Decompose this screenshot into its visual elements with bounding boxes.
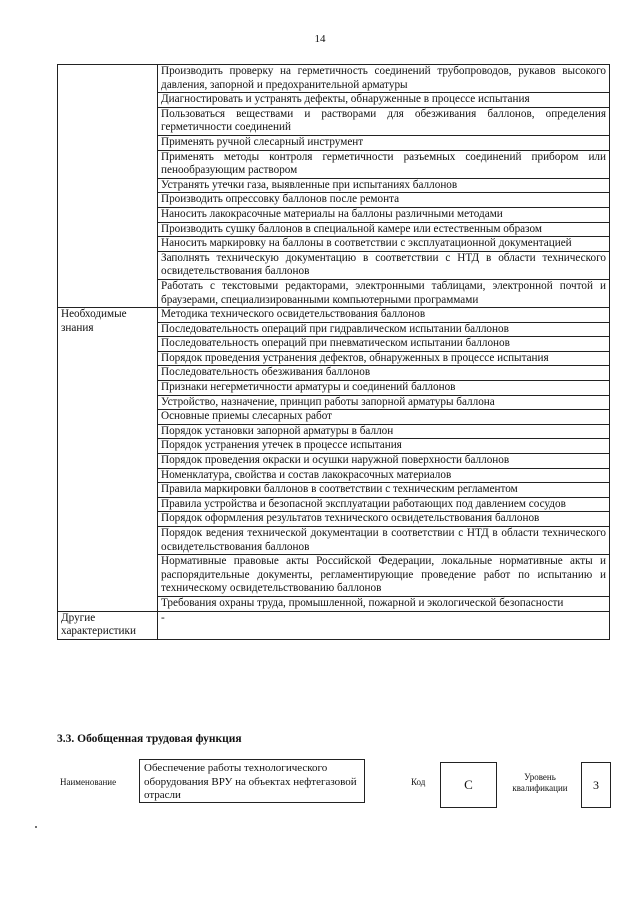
table-cell: Наносить маркировку на баллоны в соответствии с эксплуатационной документацией [158,237,610,252]
table-cell: Устройство, назначение, принцип работы запорной арматуры баллона [158,395,610,410]
table-cell: Диагностировать и устранять дефекты, обнаруженные в процессе испытания [158,93,610,108]
table-cell: Наносить лакокрасочные материалы на баллоны различными методами [158,207,610,222]
table-cell: Применять ручной слесарный инструмент [158,135,610,150]
function-name-box: Обеспечение работы технологического оборудования ВРУ на объектах нефтегазовой отрасли [139,759,365,803]
table-cell: Порядок устранения утечек в процессе испытания [158,439,610,454]
level-label: Уровень квалификации [512,772,568,793]
knowledge-label-cell: Необходимые знания [58,308,158,611]
table-cell: Требования охраны труда, промышленной, пожарной и экологической безопасности [158,596,610,611]
level-box: 3 [581,762,611,808]
labor-function-table [57,64,610,640]
table-cell: Порядок проведения устранения дефектов, обнаруженных в процессе испытания [158,351,610,366]
table-cell: Пользоваться веществами и растворами для обезживания баллонов, определения герметичности соединений [158,107,610,135]
table-cell: Последовательность операций при пневматическом испытании баллонов [158,337,610,352]
table-cell: - [158,611,610,639]
table-cell: Правила маркировки баллонов в соответствии с техническим регламентом [158,483,610,498]
table-cell: Последовательность операций при гидравлическом испытании баллонов [158,322,610,337]
table-cell: Последовательность обезживания баллонов [158,366,610,381]
table-cell: Порядок оформления результатов технического освидетельствования баллонов [158,512,610,527]
skill-row [58,65,610,93]
table-cell: Методика технического освидетельствования баллонов [158,308,610,323]
table-cell: Устранять утечки газа, выявленные при испытаниях баллонов [158,178,610,193]
table-cell: Производить опрессовку баллонов после ремонта [158,193,610,208]
table-cell: Производить сушку баллонов в специальной камере или естественным образом [158,222,610,237]
table-cell: Правила устройства и безопасной эксплуатации работающих под давлением сосудов [158,497,610,512]
table-cell: Применять методы контроля герметичности разъемных соединений прибором или пенообразующим раствором [158,150,610,178]
section-title: 3.3. Обобщенная трудовая функция [57,733,242,745]
table-cell: Порядок ведения технической документации в соответствии с НТД в области технического освидетельствования баллонов [158,527,610,555]
knowledge-row [58,308,610,323]
other-row [58,611,610,639]
table-cell: Признаки негерметичности арматуры и соединений баллонов [158,381,610,396]
skills-label-cell [58,65,158,308]
code-box: C [440,762,497,808]
table-cell: Работать с текстовыми редакторами, электронными таблицами, электронной почтой и браузерами, специализированными компьютерными программами [158,279,610,307]
table-cell: Порядок установки запорной арматуры в баллон [158,424,610,439]
page-number: 14 [314,33,326,45]
table-cell: Производить проверку на герметичность соединений трубопроводов, рукавов высокого давления, запорной и предохранительной арматуры [158,65,610,93]
other-label-cell: Другие характеристики [58,611,158,639]
table-cell: Нормативные правовые акты Российской Федерации, локальные нормативные акты и распорядительные документы, регламентирующие проведение работ по испытанию и техническому освидетельствованию баллонов [158,555,610,597]
table-cell: Номенклатура, свойства и состав лакокрасочных материалов [158,468,610,483]
scan-dot [35,826,37,828]
table-cell: Заполнять техническую документацию в соответствии с НТД в области технического освидетельствования баллонов [158,251,610,279]
code-label: Код [411,777,426,787]
table-cell: Порядок проведения окраски и осушки наружной поверхности баллонов [158,454,610,469]
name-label: Наименование [60,777,117,787]
table-cell: Основные приемы слесарных работ [158,410,610,425]
